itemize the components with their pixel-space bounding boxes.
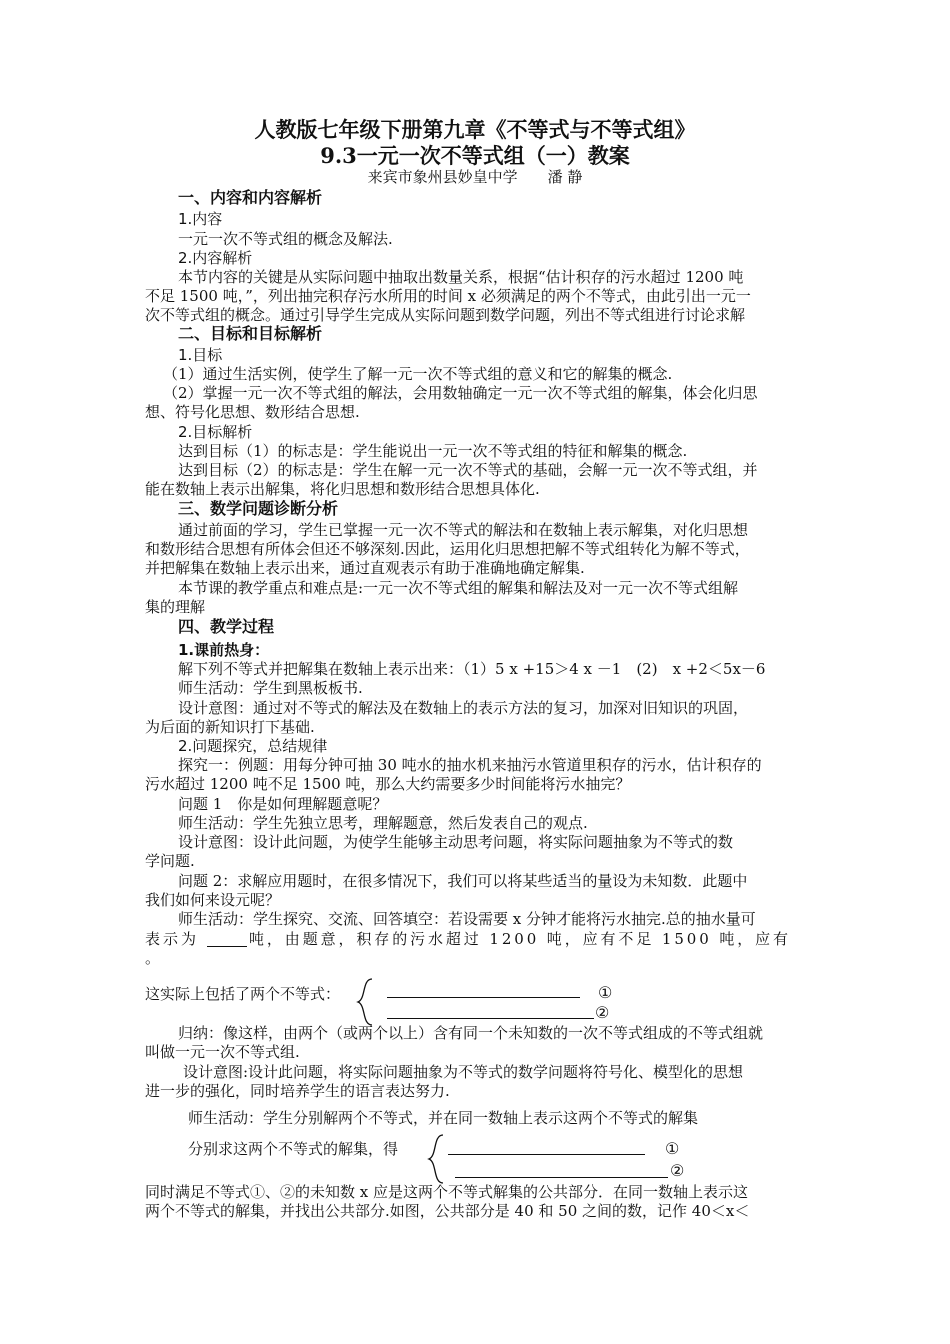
question-2-activity-line-3: 。 bbox=[145, 949, 161, 967]
section-3-heading: 三、数学问题诊断分析 bbox=[178, 499, 339, 518]
inequality-1-blank[interactable] bbox=[387, 997, 580, 998]
author-line: 来宾市象州县妙皇中学 潘 静 bbox=[367, 168, 583, 186]
section-2-sub-2: 2.目标解析 bbox=[178, 423, 253, 441]
goal-analysis-2-line-2: 能在数轴上表示出解集，将化归思想和数形结合思想具体化. bbox=[145, 480, 540, 498]
circle-1-label: ① bbox=[598, 983, 613, 1002]
summary-line-1: 归纳：像这样，由两个（或两个以上）含有同一个未知数的一次不等式组成的不等式组就 bbox=[178, 1024, 764, 1042]
question-1-activity: 师生活动：学生先独立思考，理解题意，然后发表自己的观点. bbox=[178, 814, 588, 832]
design-2-line-1: 设计意图:设计此问题，将实际问题抽象为不等式的数学问题将符号化、模型化的思想 bbox=[183, 1063, 744, 1081]
summary-line-2: 叫做一元一次不等式组. bbox=[145, 1043, 300, 1061]
warmup-design-line-1: 设计意图：通过对不等式的解法及在数轴上的表示方法的复习，加深对旧知识的巩固， bbox=[178, 699, 749, 717]
section-1-sub-2: 2.内容解析 bbox=[178, 249, 253, 267]
goal-1: （1）通过生活实例，使学生了解一元一次不等式组的意义和它的解集的概念. bbox=[163, 365, 673, 383]
section-1-para-line-1: 本节内容的关键是从实际问题中抽取出数量关系，根据“估计积存的污水超过 1200 吨 bbox=[178, 268, 744, 286]
inequality-2-blank[interactable] bbox=[387, 1018, 594, 1019]
common-solution-line-2: 两个不等式的解集，并找出公共部分.如图，公共部分是 40 和 50 之间的数，记作 40＜x＜ bbox=[145, 1202, 750, 1220]
common-solution-line-1: 同时满足不等式①、②的未知数 x 应是这两个不等式解集的公共部分．在同一数轴上表示这 bbox=[145, 1183, 748, 1201]
system-2-label: 分别求这两个不等式的解集，得 bbox=[188, 1140, 399, 1158]
system-1-brace-icon bbox=[354, 977, 376, 1027]
question-2-line-1: 问题 2：求解应用题时，在很多情况下，我们可以将某些适当的量设为未知数．此题中 bbox=[178, 872, 748, 890]
section-3-para-1-line-3: 并把解集在数轴上表示出来，通过直观表示有助于准确地确定解集. bbox=[145, 559, 585, 577]
design-2-line-2: 进一步的强化，同时培养学生的语言表达努力. bbox=[145, 1082, 450, 1100]
system-2-brace-icon bbox=[425, 1133, 447, 1185]
section-1-para-line-3: 次不等式组的概念。通过引导学生完成从实际问题到数学问题，列出不等式组进行讨论求解 bbox=[145, 306, 746, 324]
question-2-line-2: 我们如何来设元呢？ bbox=[145, 891, 281, 909]
system-1-label: 这实际上包括了两个不等式： bbox=[145, 985, 341, 1003]
section-3-para-2-line-2: 集的理解 bbox=[145, 598, 206, 616]
section-1-sub-1: 1.内容 bbox=[178, 210, 223, 228]
solution-circle-1-label: ① bbox=[665, 1139, 680, 1158]
section-2-heading: 二、目标和目标解析 bbox=[178, 324, 323, 343]
goal-2-line-1: （2）掌握一元一次不等式组的解法，会用数轴确定一元一次不等式组的解集，体会化归思 bbox=[163, 384, 758, 402]
question-2-activity-line-1: 师生活动：学生探究、交流、回答填空：若设需要 x 分钟才能将污水抽完.总的抽水量可 bbox=[178, 910, 756, 928]
section-1-heading: 一、内容和内容解析 bbox=[178, 188, 323, 207]
warmup-exercise: 解下列不等式并把解集在数轴上表示出来：（1）5 x +15＞4 x －1 (2) x +2＜5x－6 bbox=[178, 660, 766, 678]
section-1-text-1: 一元一次不等式组的概念及解法. bbox=[178, 230, 393, 248]
example-line-2: 污水超过 1200 吨不足 1500 吨，那么大约需要多少时间能将污水抽完？ bbox=[145, 775, 631, 793]
goal-2-line-2: 想、符号化思想、数形结合思想. bbox=[145, 403, 360, 421]
section-4-sub-1: 1.课前热身： bbox=[178, 641, 270, 659]
question-1-design-line-2: 学问题. bbox=[145, 852, 195, 870]
section-4-heading: 四、教学过程 bbox=[178, 617, 275, 636]
question-2-activity-line-2b: 吨，由题意，积存的污水超过 1200 吨，应有不足 1500 吨，应有 bbox=[249, 930, 791, 948]
section-4-sub-2: 2.问题探究，总结规律 bbox=[178, 737, 328, 755]
goal-analysis-2-line-1: 达到目标（2）的标志是：学生在解一元一次不等式的基础，会解一元一次不等式组，并 bbox=[178, 461, 758, 479]
section-3-para-1-line-1: 通过前面的学习，学生已掌握一元一次不等式的解法和在数轴上表示解集，对化归思想 bbox=[178, 521, 749, 539]
solution-circle-2-label: ② bbox=[670, 1161, 685, 1180]
document-title: 人教版七年级下册第九章《不等式与不等式组》 bbox=[254, 117, 696, 142]
question-1: 问题 1 你是如何理解题意呢？ bbox=[178, 795, 388, 813]
solution-1-blank[interactable] bbox=[448, 1154, 645, 1155]
fill-blank-total[interactable] bbox=[207, 946, 247, 947]
warmup-activity: 师生活动：学生到黑板板书. bbox=[178, 679, 363, 697]
section-3-para-2-line-1: 本节课的教学重点和难点是:一元一次不等式组的解集和解法及对一元一次不等式组解 bbox=[178, 579, 739, 597]
goal-analysis-1: 达到目标（1）的标志是：学生能说出一元一次不等式组的特征和解集的概念. bbox=[178, 442, 688, 460]
section-2-sub-1: 1.目标 bbox=[178, 346, 223, 364]
document-subtitle: 9.3一元一次不等式组（一）教案 bbox=[320, 143, 630, 168]
section-1-para-line-2: 不足 1500 吨，”，列出抽完积存污水所用的时间 x 必须满足的两个不等式，由此引出一元一 bbox=[145, 287, 751, 305]
circle-2-label: ② bbox=[595, 1003, 610, 1022]
solution-2-blank[interactable] bbox=[455, 1177, 668, 1178]
example-line-1: 探究一：例题：用每分钟可抽 30 吨水的抽水机来抽污水管道里积存的污水，估计积存的 bbox=[178, 756, 762, 774]
section-3-para-1-line-2: 和数形结合思想有所体会但还不够深刻.因此，运用化归思想把解不等式组转化为解不等式， bbox=[145, 540, 750, 558]
warmup-design-line-2: 为后面的新知识打下基础. bbox=[145, 718, 315, 736]
question-1-design-line-1: 设计意图：设计此问题，为使学生能够主动思考问题，将实际问题抽象为不等式的数 bbox=[178, 833, 734, 851]
question-2-activity-line-2a: 表示为 bbox=[145, 930, 200, 948]
activity-3: 师生活动：学生分别解两个不等式，并在同一数轴上表示这两个不等式的解集 bbox=[188, 1109, 699, 1127]
